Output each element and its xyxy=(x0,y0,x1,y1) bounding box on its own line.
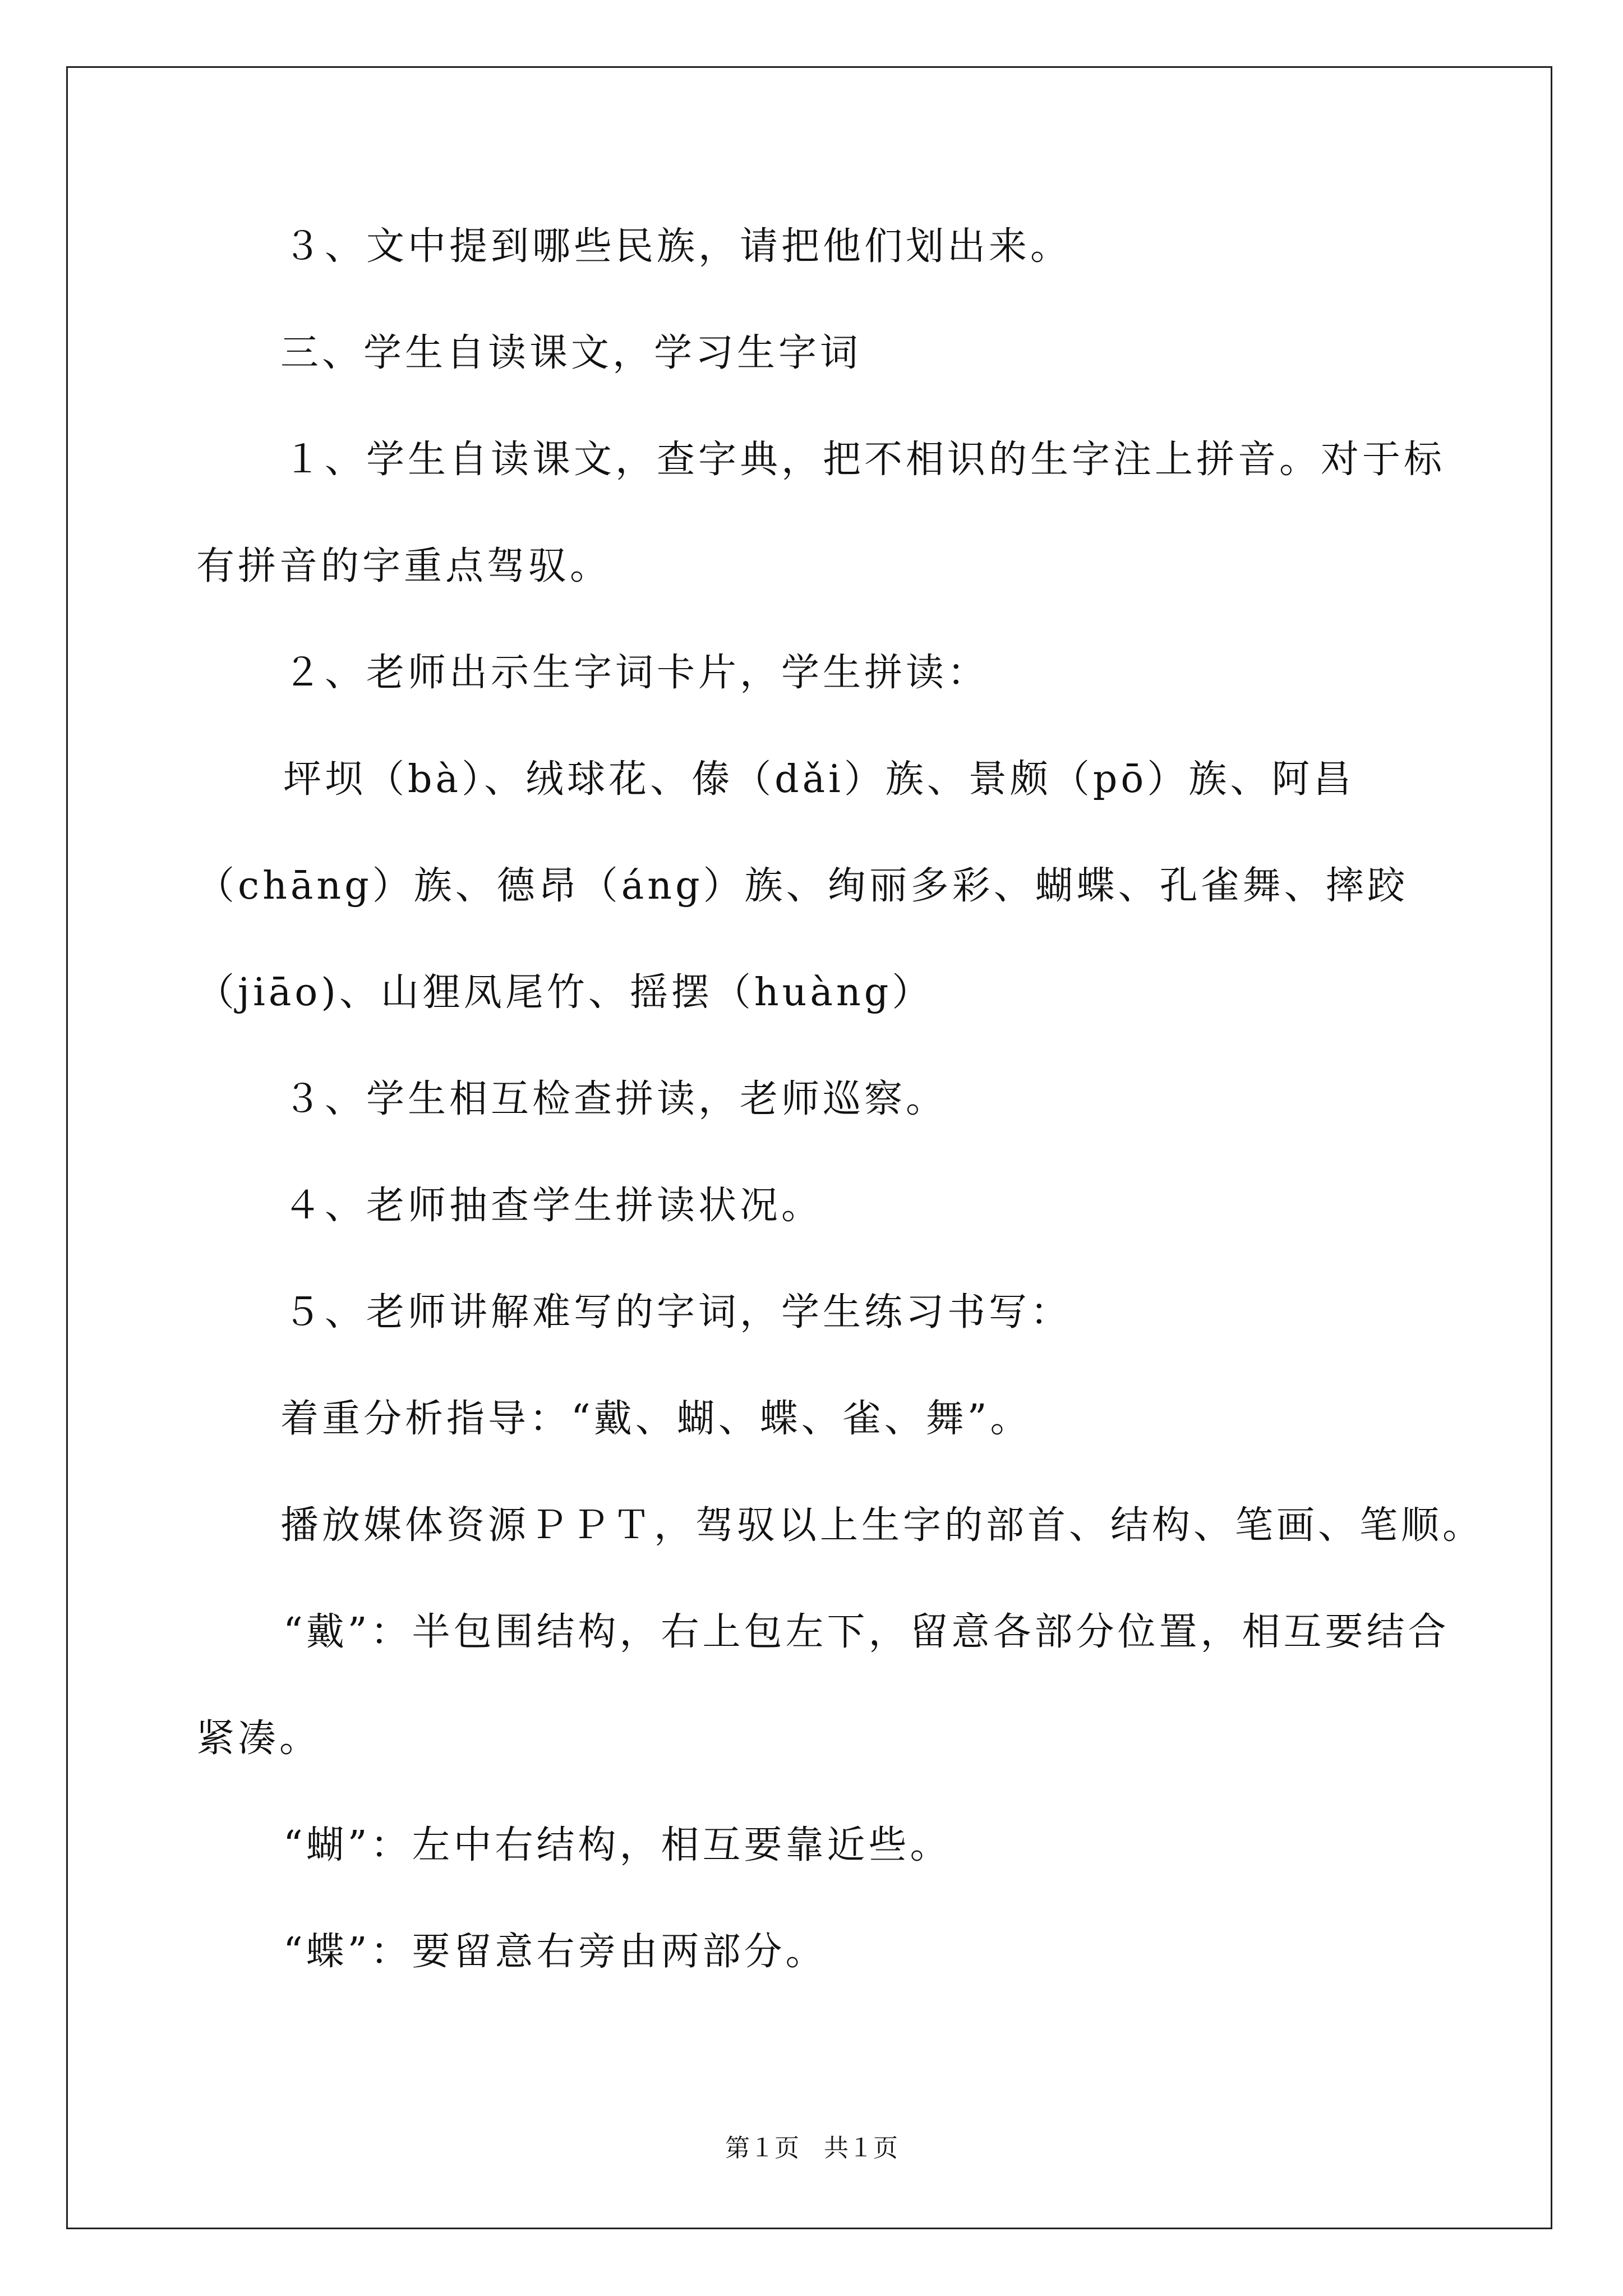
paragraph-line: 紧凑。 xyxy=(196,1717,321,1761)
paragraph-line: ３、学生相互检查拼读，老师巡察。 xyxy=(283,1077,948,1121)
paragraph-line: （jiāo)、山狸凤尾竹、摇摆（huàng） xyxy=(196,970,934,1015)
paragraph-line: ５、老师讲解难写的字词，学生练习书写： xyxy=(283,1290,1072,1335)
paragraph-line: “蝶”：要留意右旁由两部分。 xyxy=(283,1930,827,1974)
paragraph-line: ３、文中提到哪些民族，请把他们划出来。 xyxy=(283,224,1072,269)
paragraph-line: ４、老师抽查学生拼读状况。 xyxy=(283,1184,823,1228)
paragraph-line: 着重分析指导：“戴、蝴、蝶、雀、舞”。 xyxy=(280,1397,1032,1441)
paragraph-line: ２、老师出示生字词卡片，学生拼读： xyxy=(283,651,989,695)
paragraph-line: 有拼音的字重点驾驭。 xyxy=(196,544,612,588)
page-border xyxy=(66,66,1552,2229)
page-number-footer: 第１页 共１页 xyxy=(725,2134,898,2162)
section-heading: 三、学生自读课文，学习生字词 xyxy=(280,331,862,375)
paragraph-line: （chāng）族、德昂（áng）族、绚丽多彩、蝴蝶、孔雀舞、摔跤 xyxy=(196,864,1409,908)
paragraph-line: 坪坝（bà）、绒球花、傣（dǎi）族、景颇（pō）族、阿昌 xyxy=(283,757,1355,802)
paragraph-line: “戴”：半包围结构，右上包左下，留意各部分位置，相互要结合 xyxy=(283,1610,1450,1654)
paragraph-line: １、学生自读课文，查字典，把不相识的生字注上拼音。对于标 xyxy=(283,438,1446,482)
paragraph-line: “蝴”：左中右结构，相互要靠近些。 xyxy=(283,1823,952,1867)
paragraph-line: 播放媒体资源ＰＰＴ，驾驭以上生字的部首、结构、笔画、笔顺。 xyxy=(280,1503,1484,1548)
